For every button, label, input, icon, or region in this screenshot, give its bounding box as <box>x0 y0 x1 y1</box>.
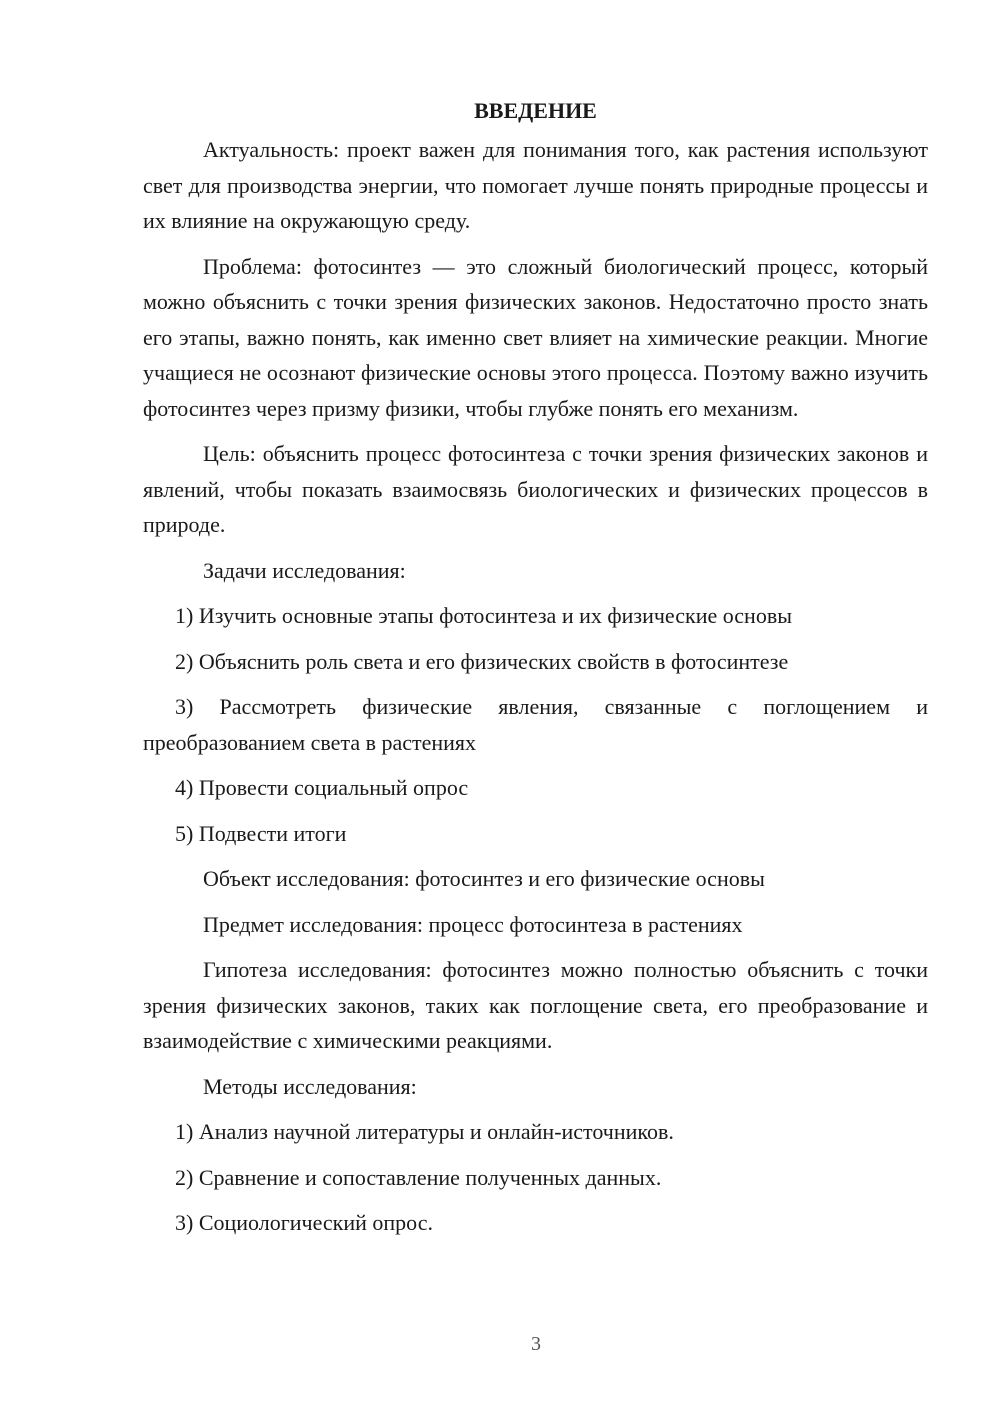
subject-paragraph: Предмет исследования: процесс фотосинтеза в растениях <box>203 911 743 937</box>
page-title: ВВЕДЕНИЕ <box>474 98 597 123</box>
object-paragraph: Объект исследования: фотосинтез и его физические основы <box>203 866 765 891</box>
goal-paragraph: Цель: объяснить процесс фотосинтеза с точки зрения физических законов и явлений, чтобы показать взаимосвязь биологических и физических процессов в природе. <box>143 441 928 537</box>
task-item: 2) Объяснить роль света и его физических свойств в фотосинтезе <box>175 648 789 674</box>
task-item: 1) Изучить основные этапы фотосинтеза и их физические основы <box>175 603 792 628</box>
methods-heading: Методы исследования: <box>203 1073 417 1099</box>
relevance-paragraph: Актуальность: проект важен для понимания того, как растения используют свет для производства энергии, что помогает лучше понять природные процессы и их влияние на окружающую среду. <box>143 137 928 233</box>
method-item: 1) Анализ научной литературы и онлайн-источников. <box>175 1119 674 1144</box>
page-content <box>143 93 928 1251</box>
method-item: 3) Социологический опрос. <box>175 1210 433 1235</box>
task-item: 3) Рассмотреть физические явления, связанные с поглощением и преобразованием света в растениях <box>143 694 928 755</box>
problem-paragraph: Проблема: фотосинтез — это сложный биологический процесс, который можно объяснить с точки зрения физических законов. Недостаточно просто знать его этапы, важно понять, как именно свет влияет на химические реакции. Многие учащиеся не осознают физические основы этого процесса. Поэтому важно изучить фотосинтез через призму физики, чтобы глубже понять его механизм. <box>143 253 928 421</box>
page-number: 3 <box>531 1333 541 1355</box>
task-item: 5) Подвести итоги <box>175 820 347 846</box>
method-item: 2) Сравнение и сопоставление полученных данных. <box>175 1164 662 1190</box>
task-item: 4) Провести социальный опрос <box>175 775 469 800</box>
tasks-heading: Задачи исследования: <box>203 557 406 583</box>
hypothesis-paragraph: Гипотеза исследования: фотосинтез можно полностью объяснить с точки зрения физических законов, таких как поглощение света, его преобразование и взаимодействие с химическими реакциями. <box>143 957 928 1053</box>
